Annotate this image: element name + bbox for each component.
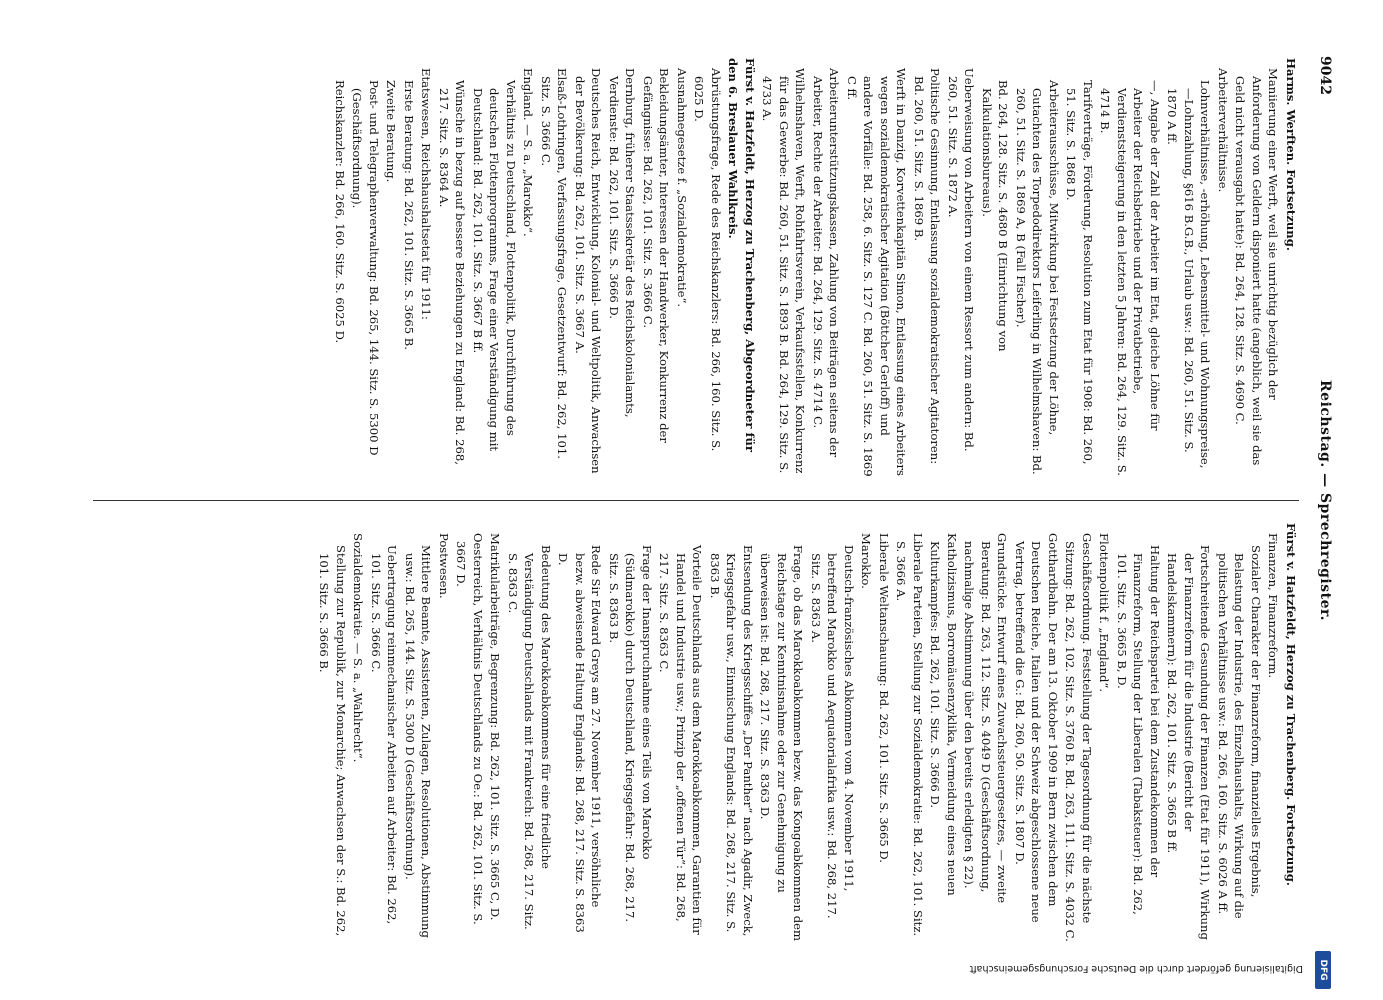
register-entry: Entsendung des Kriegsschiffes „Der Panther“ nach Agadir, Zweck, Kriegsgefahr usw., Einmischung Englands: Bd. 268, 217. Sitz. S. 8363 B. (708, 545, 755, 937)
register-entry: Stellung zur Republik, zur Monarchie; Anwachsen der S.: Bd. 262, 101. Sitz. S. 3666 B. (317, 545, 348, 937)
register-entry: Bekleidungsämter, Interessen der Handwerker, Konkurrenz der Gefängnisse: Bd. 262, 101. Sitz. S. 3666 C. (641, 68, 672, 443)
register-page (63, 48, 1343, 981)
register-entry: Zweite Beratung. (384, 80, 399, 183)
register-entry: Ueberweisung von Arbeitern von einem Ressort zum andern: Bd. 260, 51. Sitz. S. 1872 A. (946, 68, 977, 452)
register-entry: Bedeutung des Marokkoabkommens für eine friedliche Verständigung Deutschlands mit Frankreich: Bd. 268, 217. Sitz. S. 8363 C. (506, 545, 553, 930)
register-entry: Frage, ob das Marokkoabkommen bezw. das Kongoabkommen dem Reichstage zur Kenntnisnahme oder zur Genehmigung zu überweisen ist: Bd. 268, 217. Sitz. S. 8363 D. (758, 545, 806, 941)
register-entry: Politische Gesinnung, Entlassung sozialdemokratischer Agitatoren: Bd. 260, 51. Sitz. S. 1869 B. (912, 68, 943, 465)
register-heading: Harms. Werften. Fortsetzung. (1284, 58, 1298, 251)
register-entry: Sozialer Charakter der Finanzreform, finanzielles Ergebnis, Belastung der Industrie, des Einzelhaushalts, Wirkung auf die politischen Verhältnisse usw.: Bd. 266, 160. Sitz. S. 6026 A ff. (1216, 545, 1263, 919)
register-heading: Fürst v. Hatzfeldt, Herzog zu Trachenberg. Fortsetzung. (1284, 523, 1298, 886)
register-entry: Deutsch-französisches Abkommen vom 4. November 1911, betreffend Marokko und Aequatorialafrika usw.: Bd. 268, 217. Sitz. S. 8363 A. (809, 545, 856, 919)
register-entry: Maniierung einer Werft, weil sie unrichtig bezüglich der Anforderung von Geldern disponiert hatte (angeblich, weil sie das Geld nicht verausgabt hatte): Bd. 264, 128. Sitz. S. 4690 C. (1233, 68, 1281, 466)
register-entry: Marokko. (859, 533, 874, 589)
dfg-logo: DFG (1315, 951, 1331, 989)
register-entry: Arbeiterausschüsse, Mitwirkung bei Festsetzung der Löhne, Gutachten des Torpedodirektors Leiferling in Wilhelmshaven: Bd. 260, 51. Sitz. S. 1869 A, B (Fall Fischer). (1014, 80, 1061, 475)
register-entry: Katholizismus, Borromäusenzyklika, Vermeidung eines neuen Kulturkampfes: Bd. 262, 101. Sitz. S. 3666 D. (928, 533, 959, 896)
register-entry: Vorteile Deutschlands aus dem Marokkoabkommen, Garantien für Handel und Industrie usw.; Prinzip der „offenen Tür“: Bd. 268, 217. Sitz. S. 8363 C. (657, 545, 705, 935)
register-entry: Frage der Inanspruchnahme eines Teils von Marokko (Südmarokko) durch Deutschland, Kriegsgefahr: Bd. 268, 217. Sitz. S. 8363 B. (607, 545, 654, 923)
register-entry: Mittlere Beamte, Assistenten, Zulagen, Resolutionen, Abstimmung usw.: Bd. 265, 144. Sitz. S. 5300 D (Geschäftsordnung). (403, 545, 434, 938)
register-entry: Wünsche in bezug auf bessere Beziehungen zu England: Bd. 268, 217. Sitz. S. 8364 A. (437, 80, 468, 465)
register-entry: Lohnverhältnisse, -erhöhung, Lebensmittel- und Wohnungspreise, —Lohnzahlung, §616 B.G.B., Urlaub usw.: Bd. 260, 51. Sitz. S. 1870 A ff. (1165, 80, 1213, 469)
register-entry: Ausnahmegesetze f. „Sozialdemokratie“. (675, 68, 689, 308)
register-entry: Grundstücke. Entwurf eines Zuwachssteuergesetzes, — zweite Beratung: Bd. 263, 112. Sitz. S. 4049 D (Geschäftsordnung, nachmalige Abstimmung über den bereits erledigten § 22). (962, 533, 1010, 904)
register-entry: Werft in Danzig, Korvettenkapitän Simon, Entlassung eines Arbeiters wegen sozialdemokratischer Agitation (Böttcher Gerloff) und andere Vorfälle: Bd. 258, 6. Sitz. S. 127 C. Bd. 260, 51. Sitz. S. 1869 C ff. (845, 68, 909, 477)
register-entry: Sozialdemokratie. — S. a. „Wahlrecht“. (351, 533, 366, 763)
register-entry: Postwesen. (437, 533, 451, 599)
register-entry: Arbeiterunterstützungskassen, Zahlung von Beiträgen seitens der Arbeiter, Rechte der Arbeiter: Bd. 264, 129. Sitz. S. 4714 C. (811, 68, 842, 458)
register-entry: Liberale Parteien, Stellung zur Sozialdemokratie: Bd. 262, 101. Sitz. S. 3666 A. (894, 533, 925, 937)
register-entry: Erste Beratung: Bd. 262, 101. Sitz. S. 3665 B. (402, 80, 416, 350)
page-title: Reichstag. — Sprechregister. (1317, 380, 1333, 621)
register-entry: Deutsches Reich, Entwicklung, Kolonial- und Weltpolitik, Anwachsen der Bevölkerung: Bd. 262, 101. Sitz. S. 3667 A. (573, 68, 604, 474)
register-entry: Gotthardbahn. Der am 13. Oktober 1909 in Bern zwischen dem Deutschen Reiche, Italien und der Schweiz abgeschlossene neue Vertrag, betreffend die G.: Bd. 260, 50. Sitz. S. 1807 D. (1013, 533, 1060, 923)
register-entry: Etatswesen, Reichshaushaltsetat für 1911: (419, 68, 434, 320)
digitization-credit (60, 955, 1343, 989)
left-column (331, 58, 1300, 478)
register-entry: Uebertragung reinmechanischer Arbeiten auf Arbeiter: Bd. 262, 101. Sitz. S. 3666 C. (369, 545, 400, 925)
page-header (1311, 48, 1333, 953)
register-entry: Elsaß-Lothringen, Verfassungsfrage, Gesetzentwurf: Bd. 262, 101. Sitz. S. 3666 C. (539, 68, 570, 459)
right-column (315, 523, 1299, 943)
register-entry: —, Angabe der Zahl der Arbeiter im Etat, gleiche Löhne für Arbeiter der Reichsbetriebe und der Privatbetriebe, Verdienststeigerung in den letzten 5 Jahren: Bd. 264, 129. Sitz. S. 4714 B. (1098, 80, 1162, 476)
register-entry: Bd. 264, 128. Sitz. S. 4680 B (Einrichtung von Kalkulationsbureaus). (980, 80, 1011, 352)
register-entry: Dernburg, früherer Staatssekretär des Reichskolonialamts, Verdienste: Bd. 262, 101. Sitz. S. 3666 D. (607, 68, 638, 418)
register-entry: England. — S. a. „Marokko“. (521, 68, 536, 237)
register-entry: Oesterreich, Verhältnis Deutschlands zu Oe.: Bd. 262, 101. Sitz. S. 3667 D. (454, 533, 485, 925)
page-number: 9042 (1317, 56, 1333, 95)
register-entry: Verhältnis zu Deutschland, Flottenpolitik, Durchführung des deutschen Flottenprogramms, Frage einer Verständigung mit Deutschland: Bd. 262, 101. Sitz. S. 3667 B ff. (471, 80, 518, 452)
register-entry: Wilhelmshaven, Werft, Rohfahrtsverein, Verkaufsstellen, Konkurrenz für das Gewerbe: Bd. 260, 51. Sitz. S. 1893 B. Bd. 264, 129. Sitz. S. 4733 A. (760, 68, 808, 474)
register-entry: Post- und Telegraphenverwaltung: Bd. 265, 144. Sitz. S. 5300 D (Geschäftsordnung). (350, 80, 381, 456)
register-entry: Geschäftsordnung. Feststellung der Tagesordnung für die nächste Sitzung: Bd. 262, 102. Sitz. S. 3760 B. Bd. 263, 111. Sitz. S. 4032 C. (1063, 533, 1094, 942)
register-entry: Abrüstungsfrage, Rede des Reichskanzlers: Bd. 266, 160. Sitz. S. 6025 D. (692, 68, 723, 452)
register-entry: Flottenpolitik f. „England“. (1097, 533, 1112, 693)
register-entry: Liberale Weltanschauung: Bd. 262, 101. Sitz. S. 3665 D. (877, 533, 891, 863)
register-entry: Arbeiterverhältnisse. (1216, 68, 1230, 193)
register-entry: Reichskanzler: Bd. 266, 160. Sitz. S. 6025 D. (333, 80, 347, 344)
register-heading: Fürst v. Hatzfeldt, Herzog zu Trachenberg, Abgeordneter für den 6. Breslauer Wahlkreis. (726, 58, 757, 452)
register-entry: Fortschreitende Gesundung der Finanzen (Etat für 1911), Wirkung der Finanzreform für die Industrie (Bericht der Handelskammern): Bd. 262, 101. Sitz. S. 3665 B ff. (1165, 545, 1213, 940)
register-entry: Haltung der Reichspartei bei dem Zustandekommen der Finanzreform, Stellung der Liberalen (Tabaksteuer): Bd. 262, 101. Sitz. S. 3665 B, D. (1115, 545, 1162, 915)
register-entry: Rede Sir Edward Greys am 27. November 1911, versöhnliche bezw. abweisende Haltung Englands: Bd. 268, 217. Sitz. S. 8363 D. (556, 545, 604, 933)
credit-text: Digitalisierung gefördert durch die Deutsche Forschungsgemeinschaft (969, 963, 1303, 974)
register-entry: Matrikularbeiträge, Begrenzung: Bd. 262, 101. Sitz. S. 3665 C, D. (488, 533, 503, 921)
register-entry: Tarifverträge, Förderung, Resolution zum Etat für 1908: Bd. 260, 51. Sitz. S. 1868 D. (1064, 80, 1095, 465)
column-divider (93, 500, 1299, 501)
register-entry: Finanzen, Finanzreform. (1266, 533, 1281, 679)
